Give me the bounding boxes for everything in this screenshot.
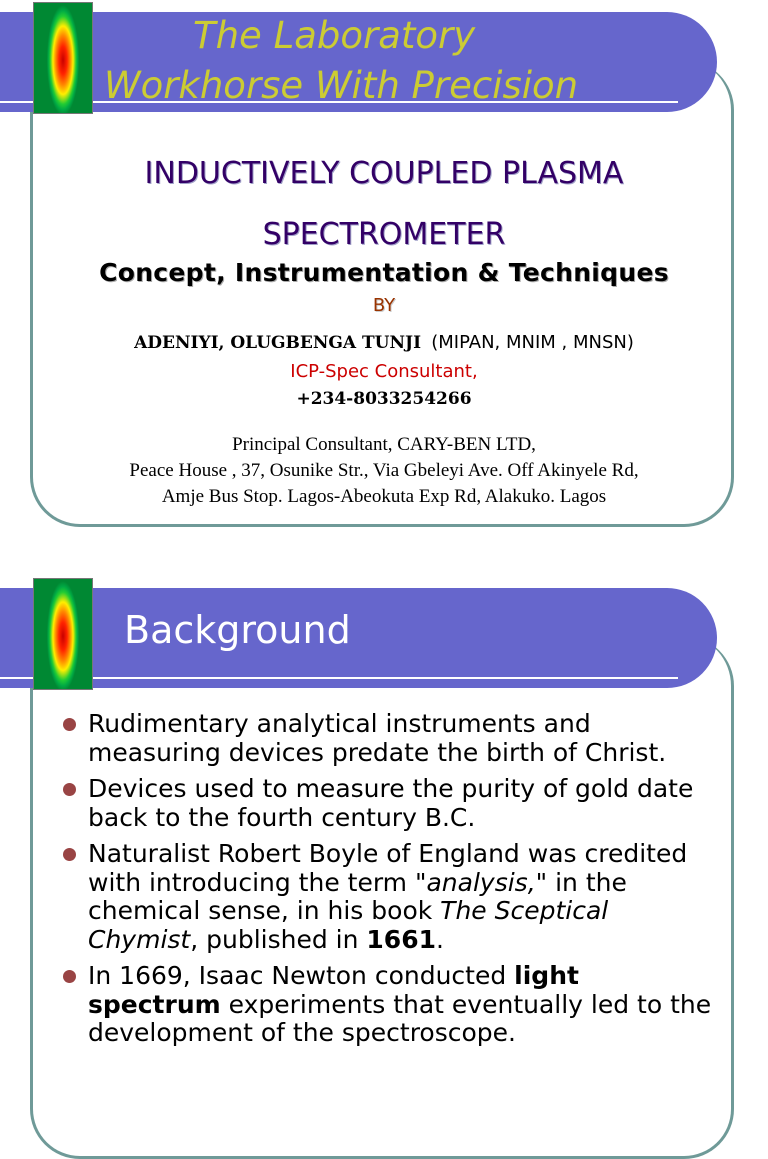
bullet-dot-icon	[63, 783, 76, 796]
background-slide	[0, 576, 768, 1047]
bullet-item: Naturalist Robert Boyle of England was credited with introducing the term "analysis," in the chemical sense, in his book The Sceptical Chymist, published in 1661.	[60, 840, 720, 954]
slide-title-line2: Workhorse With Precision	[104, 64, 579, 107]
author-credentials: (MIPAN, MNIM , MNSN)	[431, 332, 634, 353]
bullet-item: Devices used to measure the purity of gold date back to the fourth century B.C.	[60, 775, 720, 832]
address-line3: Amje Bus Stop. Lagos-Abeokuta Exp Rd, Alakuko. Lagos	[161, 486, 607, 507]
subtitle: Concept, Instrumentation & Techniques	[99, 258, 669, 287]
bullet-item: In 1669, Isaac Newton conducted light spectrum experiments that eventually led to the development of the spectroscope.	[60, 962, 720, 1048]
by-label: BY	[372, 295, 396, 316]
bullet-dot-icon	[63, 970, 76, 983]
author-line	[0, 332, 768, 353]
address-line1: Principal Consultant, CARY-BEN LTD,	[232, 434, 536, 455]
title-banner	[0, 588, 717, 688]
slide-title: Background	[124, 608, 351, 652]
author-role: ICP-Spec Consultant,	[290, 361, 478, 382]
phone-number: +234-8033254266	[296, 389, 472, 409]
bullet-item: Rudimentary analytical instruments and measuring devices predate the birth of Christ.	[60, 710, 720, 767]
title-slide	[0, 0, 768, 540]
heading-line2: SPECTROMETER	[262, 217, 506, 252]
bullet-dot-icon	[63, 718, 76, 731]
plasma-flame-image	[33, 2, 93, 114]
plasma-flame-image	[33, 578, 93, 690]
slide-title-line1: The Laboratory	[193, 14, 476, 57]
heading-line1: INDUCTIVELY COUPLED PLASMA	[144, 156, 624, 191]
author-name: ADENIYI, OLUGBENGA TUNJI	[134, 333, 422, 353]
bullet-dot-icon	[63, 848, 76, 861]
bullet-list	[60, 710, 720, 1056]
address-line2: Peace House , 37, Osunike Str., Via Gbeleyi Ave. Off Akinyele Rd,	[129, 460, 639, 481]
banner-divider	[0, 677, 678, 679]
